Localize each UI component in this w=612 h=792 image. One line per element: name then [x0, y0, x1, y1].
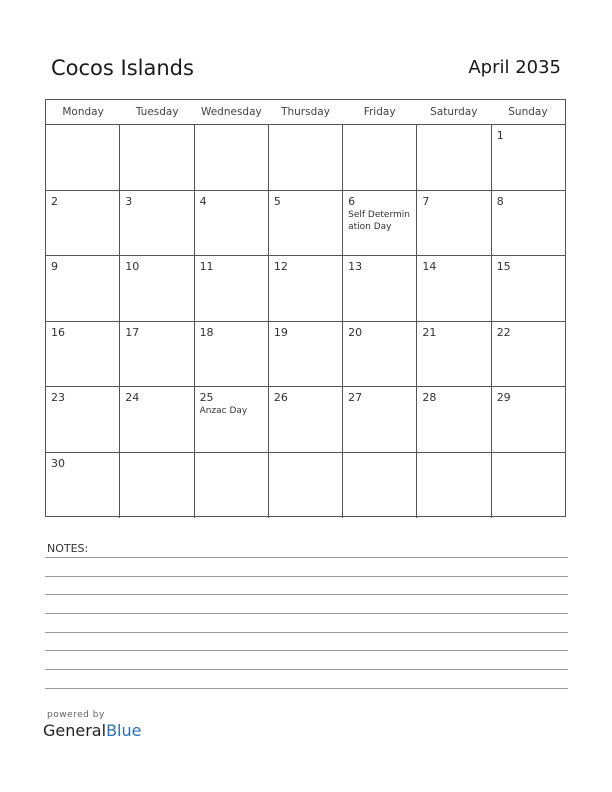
- week-row: [46, 191, 565, 257]
- day-number: 17: [125, 325, 140, 339]
- calendar-grid: [45, 99, 566, 517]
- day-cell: [343, 387, 417, 452]
- day-cell: [417, 387, 491, 452]
- day-number: 15: [496, 260, 511, 273]
- day-number: 16: [51, 325, 65, 339]
- calendar-country-title: Cocos Islands: [51, 56, 194, 80]
- day-number: 21: [422, 325, 437, 339]
- day-cell: [417, 256, 491, 321]
- day-cell: [46, 125, 120, 190]
- day-cell: [417, 453, 491, 519]
- week-row: [46, 256, 565, 322]
- day-number: 13: [348, 260, 363, 273]
- day-cell: [195, 453, 269, 519]
- week-row: [46, 125, 565, 191]
- weekday-header: Wednesday: [200, 106, 262, 118]
- holiday-label: Anzac Day: [199, 406, 248, 416]
- notes-line: [45, 594, 568, 595]
- day-cell: [492, 191, 565, 256]
- day-cell: [269, 256, 343, 321]
- day-number: 5: [273, 194, 281, 208]
- weekday-header: Friday: [363, 106, 396, 118]
- notes-line: [45, 576, 568, 577]
- weekday-header: Sunday: [508, 106, 548, 118]
- day-cell: [269, 191, 343, 256]
- day-cell: [417, 322, 491, 387]
- day-number: 3: [125, 194, 133, 208]
- day-number: 6: [348, 194, 356, 208]
- day-number: 22: [496, 325, 511, 339]
- day-cell: [492, 453, 565, 519]
- day-cell: [492, 125, 565, 190]
- day-number: 14: [422, 260, 437, 273]
- day-cell: [343, 322, 417, 387]
- day-cell: [492, 256, 565, 321]
- generalblue-logo: [43, 721, 141, 740]
- day-cell: [120, 453, 194, 519]
- day-number: 18: [199, 325, 214, 339]
- day-cell: [195, 125, 269, 190]
- day-cell: [269, 387, 343, 452]
- week-row: [46, 453, 565, 519]
- day-cell: [46, 256, 120, 321]
- powered-by-text: powered by: [47, 710, 105, 720]
- week-row: [46, 322, 565, 388]
- notes-line: [45, 688, 568, 689]
- day-cell: [46, 191, 120, 256]
- day-number: 23: [51, 391, 65, 404]
- day-cell: [417, 191, 491, 256]
- day-number: 10: [125, 260, 140, 273]
- day-cell: [269, 125, 343, 190]
- day-cell: [120, 256, 194, 321]
- weekday-header-row: [46, 100, 565, 125]
- day-number: 26: [273, 391, 288, 404]
- day-cell: [269, 453, 343, 519]
- weekday-header: Saturday: [430, 106, 478, 118]
- weekday-header: Monday: [62, 106, 104, 118]
- day-number: 20: [348, 325, 363, 339]
- day-cell: [195, 191, 269, 256]
- calendar-month-title: April 2035: [468, 57, 561, 78]
- day-number: 4: [199, 194, 207, 208]
- day-cell: [120, 125, 194, 190]
- day-number: 9: [51, 260, 58, 273]
- day-cell: [343, 191, 417, 256]
- notes-line: [45, 650, 568, 651]
- day-number: 30: [51, 456, 65, 470]
- day-cell: [343, 453, 417, 519]
- notes-line: [45, 669, 568, 670]
- notes-line: [45, 557, 568, 558]
- day-cell: [195, 322, 269, 387]
- brand-general: General: [43, 721, 107, 740]
- day-number: 29: [496, 391, 511, 404]
- week-row: [46, 387, 565, 453]
- notes-label: NOTES:: [47, 542, 89, 555]
- notes-line: [45, 632, 568, 633]
- day-cell: [120, 387, 194, 452]
- day-cell: [46, 453, 120, 519]
- day-number: 11: [199, 260, 214, 273]
- day-cell: [120, 191, 194, 256]
- day-number: 28: [422, 391, 437, 404]
- brand-blue: Blue: [106, 721, 142, 740]
- day-cell: [343, 256, 417, 321]
- day-number: 24: [125, 391, 140, 404]
- day-number: 1: [496, 129, 504, 142]
- day-cell: [269, 322, 343, 387]
- day-cell: [492, 322, 565, 387]
- holiday-label: Self Determination Day: [348, 209, 410, 232]
- day-number: 25: [199, 391, 214, 404]
- day-cell: [46, 322, 120, 387]
- day-cell: [343, 125, 417, 190]
- day-number: 27: [348, 391, 363, 404]
- day-number: 19: [273, 325, 288, 339]
- day-cell: [417, 125, 491, 190]
- day-number: 12: [273, 260, 288, 273]
- day-number: 2: [51, 194, 58, 208]
- day-cell: [46, 387, 120, 452]
- day-cell: [492, 387, 565, 452]
- notes-line: [45, 613, 568, 614]
- day-cell: [120, 322, 194, 387]
- day-number: 7: [422, 194, 430, 208]
- weekday-header: Thursday: [281, 106, 330, 118]
- day-number: 8: [496, 194, 504, 208]
- day-cell: [195, 256, 269, 321]
- weekday-header: Tuesday: [135, 106, 179, 118]
- day-cell: [195, 387, 269, 452]
